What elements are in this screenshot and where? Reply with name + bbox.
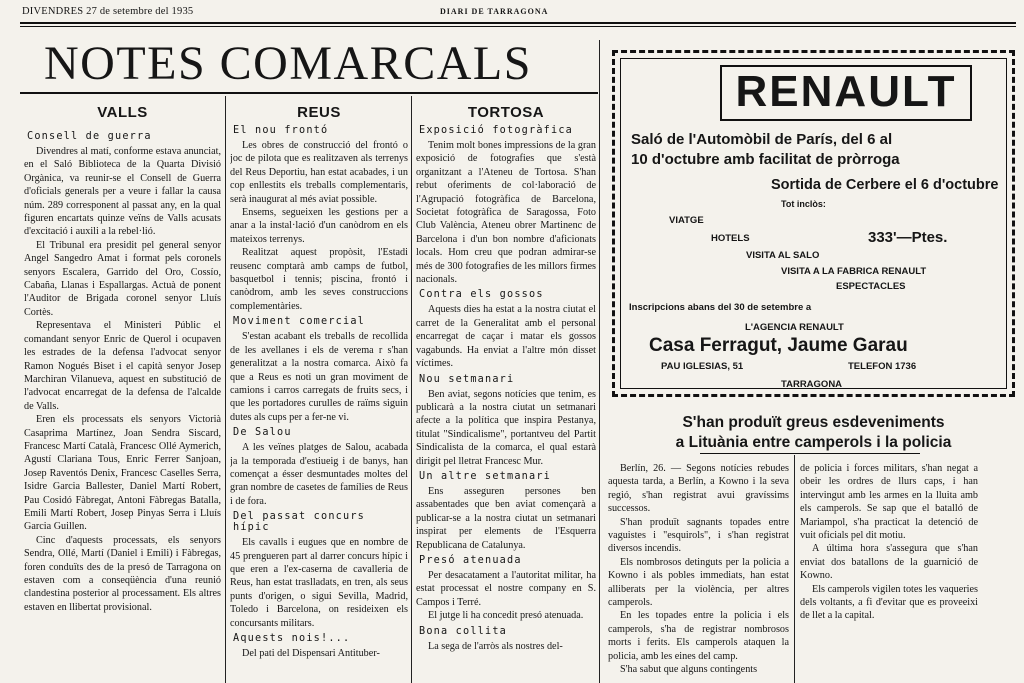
valls-column bbox=[24, 104, 221, 683]
article-paragraph: En les topades entre la policia i els camperols, s'ha de registrar nombrosos morts i ferits. Els camperols ataquen la policia, amb les eines del camp. bbox=[608, 610, 789, 662]
reus-heading: REUS bbox=[297, 104, 341, 121]
ad-registration: Inscripcions abans del 30 de setembre a bbox=[629, 302, 812, 313]
valls-heading: VALLS bbox=[97, 104, 148, 121]
ad-phone: TELEFON 1736 bbox=[848, 361, 917, 372]
ad-line-salon: Saló de l'Automòbil de París, del 6 al bbox=[631, 131, 893, 148]
article-paragraph: Del pati del Dispensari Antituber- bbox=[242, 648, 380, 659]
page-title: NOTES COMARCALS bbox=[44, 37, 532, 90]
ad-line-dates: 10 d'octubre amb facilitat de pròrroga bbox=[631, 151, 900, 168]
article-paragraph: Ben aviat, segons notícies que tenim, es publicarà a la nostra ciutat un setmanari afecte a la política que inspira Pestanya, titulat "Sindicalisme", portantveu del Partit Sindicalista de la comarca, el qual estarà dirigit pel lletrat Francesc Mur. bbox=[416, 388, 596, 467]
ad-line-departure: Sortida de Cerbere el 6 d'octubre bbox=[771, 177, 999, 193]
ad-viatge: VIATGE bbox=[669, 215, 704, 226]
article-paragraph: A última hora s'assegura que s'han enviat dos batallons de la guarnició de Kowno. bbox=[800, 543, 978, 582]
headline-line: S'han produït greus esdeveniments bbox=[682, 414, 945, 431]
section-subhead: Del passat concurs hípic bbox=[233, 511, 366, 534]
masthead: DIARI DE TARRAGONA bbox=[440, 7, 549, 16]
ad-agency: L'AGENCIA RENAULT bbox=[745, 322, 844, 333]
article-paragraph: Els nombrosos detinguts per la policia a Kowno i als pobles immediats, han estat alliberats per la violència, per altres camperols. bbox=[608, 556, 789, 609]
title-rule bbox=[20, 92, 598, 94]
section-subhead: Presó atenuada bbox=[419, 554, 522, 566]
tortosa-column bbox=[416, 104, 596, 683]
article-paragraph: Ensems, segueixen les gestions per a anar a la instal·lació d'un canòdrom en els mateixos terrenys. bbox=[230, 207, 408, 245]
article-paragraph: Les obres de construcció del frontó o joc de pilota que es realitzaven als terrenys del Reus Deportiu, han estat acabades, i un cop enllestits els treballs complementaris, serà inaugurat al més aviat possible. bbox=[230, 140, 408, 205]
section-subhead: El nou frontó bbox=[233, 125, 329, 136]
article-paragraph: El jutge li ha concedit presó atenuada. bbox=[428, 610, 584, 622]
article-paragraph: Els cavalls i eugues que en nombre de 45 prengueren part al darrer concurs hípic i que eren a l'ex-caserna de cavalleria de Reus, han estat traslladats, en tren, als seus punts d'origen, o sigui Sevilla, Madrid, Toledo i Barcelona, on resideixen els concursants militars. bbox=[230, 537, 408, 629]
article-paragraph: Ens asseguren persones ben assabentades que ben aviat començarà a publicar-se a la nostra ciutat un setmanari inspirat per elements de l'Esquerra Republicana de Catalunya. bbox=[416, 485, 596, 551]
section-subhead: Contra els gossos bbox=[419, 289, 544, 301]
column-divider bbox=[411, 96, 412, 683]
article-paragraph: A les veïnes platges de Salou, acabada ja la temporada d'estiueig i de banys, han començat a ésser desmuntades moltes del gran nombre de casetes de famílies de Reus i de fora. bbox=[230, 442, 408, 507]
section-subhead: De Salou bbox=[233, 427, 292, 439]
ad-included: Tot inclòs: bbox=[781, 199, 826, 209]
article-paragraph: La sega de l'arròs als nostres del- bbox=[428, 640, 563, 652]
article-paragraph: Realitzat aquest propòsit, l'Estadi reusenc comptarà amb camps de futbol, basquetbol i tennis; piscina, frontó i canòdrom, amb les seves construccions complementàries. bbox=[230, 247, 408, 312]
lithuania-column-1 bbox=[608, 462, 789, 683]
article-paragraph: S'ha sabut que alguns contingents bbox=[620, 664, 758, 676]
ad-city: TARRAGONA bbox=[781, 379, 843, 390]
ad-visit-salon: VISITA AL SALO bbox=[746, 250, 820, 261]
headline-line: a Lituània entre camperols i la policia bbox=[675, 434, 952, 451]
section-subhead: Un altre setmanari bbox=[419, 470, 552, 482]
article-paragraph: Per desacatament a l'autoritat militar, ha estat processat el nostre company en S. Campos i Terré. bbox=[416, 569, 596, 608]
renault-logo: RENAULT bbox=[720, 65, 972, 121]
column-divider bbox=[599, 40, 600, 683]
date-line: DIVENDRES 27 de setembre del 1935 bbox=[22, 6, 194, 17]
section-subhead: Aquests nois!... bbox=[233, 633, 351, 644]
article-paragraph: Els camperols vigilen totes les vaqueries dels voltants, a fi d'evitar que es proveeixi de llet a la capital. bbox=[800, 583, 978, 622]
ad-inner-frame bbox=[620, 58, 1007, 389]
ad-dealer: Casa Ferragut, Jaume Garau bbox=[649, 335, 908, 356]
renault-advertisement bbox=[612, 50, 1015, 397]
section-subhead: Exposició fotogràfica bbox=[419, 125, 574, 136]
header-rule-thin bbox=[20, 26, 1016, 27]
header-rule bbox=[20, 22, 1016, 24]
article-paragraph: Eren els processats els senyors Victorià Casaprima Martínez, Joan Sendra Siscard, Francesc Martí Català, Francesc Ollé Aymerich, Agustí Clariana Tous, Enric Ferrer Sanjoan, Josep Raventós Denix, Francesc Caselles Serra, Isidre Garcia Ballester, Daniel Martí Robert, Pau Cosidó Fàbregat, Antoni Fàbregas Batalla, Emili Martí Robert, Josep Pinyas Serra i Lluís Garcia Guillen. bbox=[24, 414, 221, 533]
article-paragraph: Berlín, 26. — Segons notícies rebudes aquesta tarda, a Berlín, a Kowno i la seva regió, s'han registrat avui gravíssims successos. bbox=[608, 463, 789, 515]
column-divider bbox=[225, 96, 226, 683]
headline-rule bbox=[700, 453, 920, 454]
tortosa-heading: TORTOSA bbox=[467, 104, 545, 121]
article-paragraph: Tenim molt bones impressions de la gran exposició de fotografies que s'està organitzant a l'Ateneu de Tortosa. S'han rebut oferiments de col·laboració de l'Agrupació fotogràfica de Barcelona, Societat fotogràfica de Saragossa, Foto Club València, Ateneu obrer Martinenc de Barcelona i d'un bon nombre d'aficionats locals. Hom creu que podran admirar-se més de 300 fotografies de les millors firmes nacionals. bbox=[416, 140, 596, 286]
section-subhead: Moviment comercial bbox=[233, 316, 366, 328]
article-paragraph: de policia i forces militars, s'han negat a obeir les ordres de llurs caps, i han intervingut amb les armes en la lluita amb els camperols. Se sap que el batalló de Mariampol, s'ha practicat la detenció de vuit oficials pel dit motiu. bbox=[800, 463, 978, 542]
article-paragraph: S'estan acabant els treballs de recollida de les avellanes i els de verema r s'han generalitzat a la nostra comarca. Això fa que a Reus es noti un gran moviment de camions i carros carregats de fruits secs, i que les portadores curulles de raïms siguin dutes als cups per a fer-ne vi. bbox=[230, 331, 408, 423]
ad-price: 333'—Ptes. bbox=[868, 229, 948, 246]
article-paragraph: El Tribunal era presidit pel general senyor Angel Sangedro Amat i format pels coronels senyors Escalera, Garrido del Oro, Cossío, Cabaña, Llanas i Espallargas. Actuà de ponent l'Auditor de Brigada coronel senyor Lluís Cortès. bbox=[24, 239, 221, 318]
reus-column bbox=[230, 104, 408, 683]
section-subhead: Bona collita bbox=[419, 625, 508, 637]
column-divider bbox=[794, 455, 795, 683]
article-paragraph: S'han produït sagnants topades entre vaguistes i "esquirols", i s'han registrat diversos incendis. bbox=[608, 516, 789, 555]
ad-shows: ESPECTACLES bbox=[836, 281, 906, 292]
article-paragraph: Representava el Ministeri Públic el comandant senyor Enric de Querol i ocupaven les estrades de la defensa l'advocat senyor Ramon Nogués Biset i el capità senyor Josep Marchiran Vilanueva, aquest en substitució de l'advocat encarregat de la defensa de l'alcalde de Valls. bbox=[24, 320, 221, 412]
ad-visit-factory: VISITA A LA FABRICA RENAULT bbox=[781, 266, 927, 277]
section-subhead: Nou setmanari bbox=[419, 373, 515, 385]
ad-hotels: HOTELS bbox=[711, 233, 750, 244]
article-paragraph: Cinc d'aquests processats, els senyors Sendra, Ollé, Martí (Daniel i Emili) i Fàbregas, foren conduïts des de la presó de Tarragona on estaven com a conseqüència d'una reunió clandestina posterior al processament. Els altres estaven en llibertat provisional. bbox=[24, 534, 221, 613]
ad-address: PAU IGLESIAS, 51 bbox=[661, 361, 744, 372]
article-paragraph: Divendres al matí, conforme estava anunciat, en el Saló Biblioteca de la Quarta Divisió Orgànica, va reunir-se el Consell de Guerra d'oficials generals per a veure i fallar la causa núm. 289 corresponent al passat any, en la qual figuren encartats quinze veïns de Valls acusats d'excitació i auxili a la rebel·lió. bbox=[24, 146, 221, 238]
lithuania-headline bbox=[612, 413, 1015, 453]
lithuania-column-2 bbox=[800, 462, 978, 683]
section-subhead: Consell de guerra bbox=[27, 131, 152, 142]
article-paragraph: Aquests dies ha estat a la nostra ciutat el carret de la Generalitat amb el personal encarregat de caçar i matar els gossos vagabunds. Ha enviat a l'altre món disset víctimes. bbox=[416, 304, 596, 370]
